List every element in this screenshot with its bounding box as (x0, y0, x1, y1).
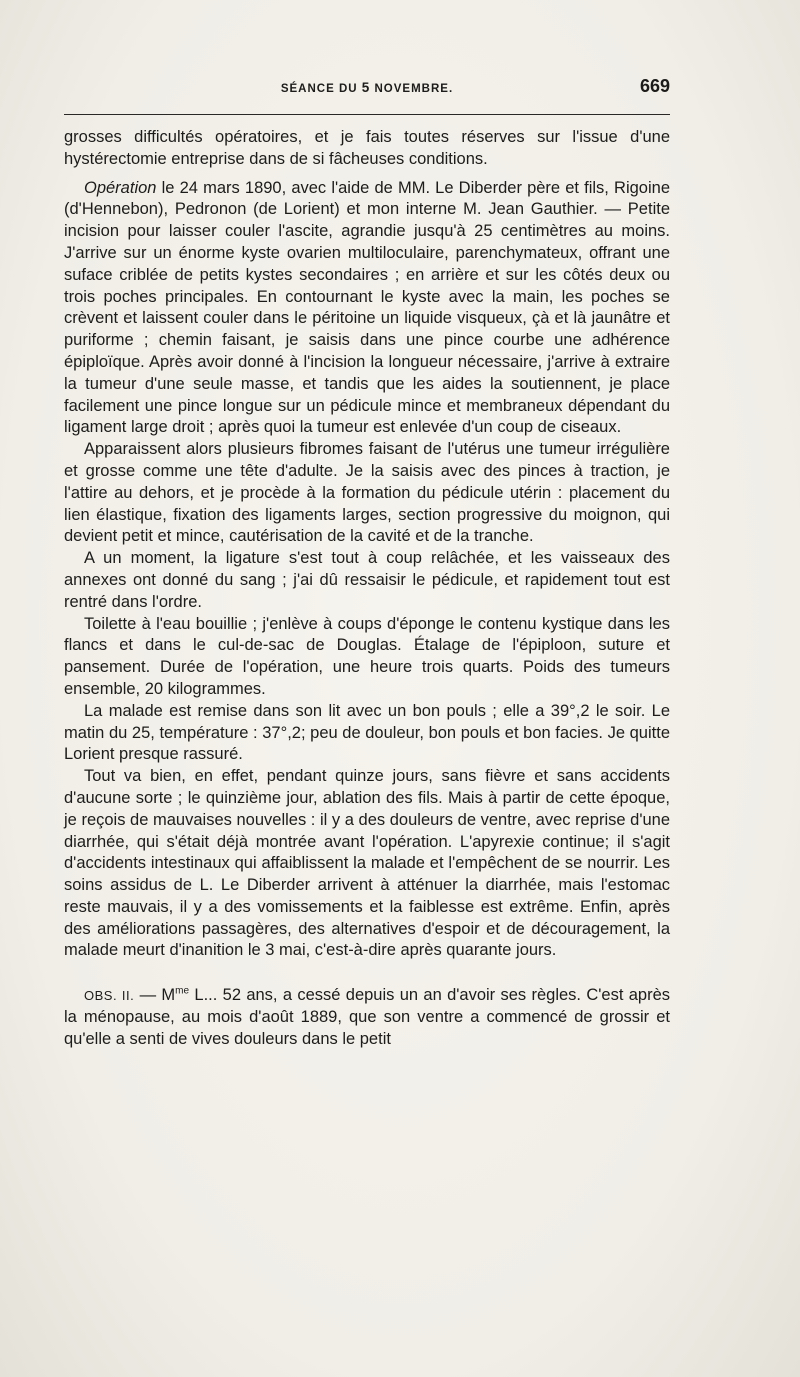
observation-label: OBS. II. (84, 988, 135, 1004)
paragraph-toilette: Toilette à l'eau bouillie ; j'enlève à coups d'éponge le contenu kystique dans les flancs et dans le cul-de-sac de Douglas. Étalage de l'épiploon, suture et pansement. Durée de l'opération, une heure trois quarts. Poids des tumeurs ensemble, 20 kilogrammes. (64, 614, 670, 698)
running-head-day: 5 (361, 80, 371, 95)
observation-dash: — M (134, 986, 176, 1005)
running-head-suffix: NOVEMBRE. (370, 83, 454, 95)
body-text (64, 127, 670, 1051)
operation-text: le 24 mars 1890, avec l'aide de MM. Le Diberder père et fils, Rigoine (d'Hennebon), Pedronon (de Lorient) et mon interne M. Jean Gauthier. — Petite incision pour laisser couler l'ascite, agrandie jusqu'à 25 centimètres au moins. J'arrive sur un énorme kyste ovarien multiloculaire, parenchymateux, offrant une suface criblée de petits kystes secondaires ; en arrière et sur les côtés deux ou trois poches principales. En contournant le kyste avec la main, les poches se crèvent et laissent couler dans le péritoine un liquide visqueux, çà et là jaunâtre et puriforme ; chemin faisant, je saisis dans une pince courbe une adhérence épiploïque. Après avoir donné à l'incision la longueur nécessaire, j'arrive à extraire la tumeur d'une seule masse, et tandis que les aides la soutiennent, je place facilement une pince longue sur un pédicule mince et membraneux dépendant du ligament large droit ; après quoi la tumeur est enlevée d'un coup de ciseaux. (64, 178, 670, 437)
paragraph-operation (64, 178, 670, 440)
header-rule (64, 114, 670, 115)
paragraph-observation-2 (64, 985, 670, 1050)
running-head (64, 80, 670, 95)
observation-text: L... 52 ans, a cessé depuis un an d'avoir ses règles. C'est après la ménopause, au mois d'août 1889, que son ventre a commencé de grossir et qu'elle a senti de vives douleurs dans le petit (64, 986, 671, 1048)
running-head-prefix: SÉANCE DU (280, 83, 362, 95)
paragraph-fibromes: Apparaissent alors plusieurs fibromes faisant de l'utérus une tumeur irrégulière et grosse comme une tête d'adulte. Je la saisis avec des pinces à traction, je l'attire au dehors, et je procède à la formation du pédicule utérin : placement du lien élastique, fixation des ligaments larges, section progressive du moignon, qui devient petit et mince, cautérisation de la cavité et de la tranche. (64, 440, 670, 546)
page-number: 669 (639, 76, 670, 96)
observation-superscript: me (175, 985, 190, 997)
paragraph-continuation: grosses difficultés opératoires, et je fais toutes réserves sur l'issue d'une hystérectomie entreprise dans de si fâcheuses conditions. (64, 128, 670, 168)
paragraph-suites: Tout va bien, en effet, pendant quinze jours, sans fièvre et sans accidents d'aucune sorte ; le quinzième jour, ablation des fils. Mais à partir de cette époque, je reçois de mauvaises nouvelles : il y a des douleurs de ventre, avec reprise d'une diarrhée, qui s'était déjà montrée avant l'opération. L'apyrexie continue; il s'agit d'accidents intestinaux qui affaiblissent la malade et l'empêchent de se nourrir. Les soins assidus de L. Le Diberder arrivent à atténuer la diarrhée, mais l'estomac reste mauvais, il y a des vomissements et la faiblesse est extrême. Enfin, après des améliorations passagères, des alternatives d'espoir et de découragement, la malade meurt d'inanition le 3 mai, c'est-à-dire après quarante jours. (64, 767, 670, 960)
page-header (64, 76, 670, 102)
paragraph-ligature: A un moment, la ligature s'est tout à coup relâchée, et les vaisseaux des annexes ont donné du sang ; j'ai dû ressaisir le pédicule, et rapidement tout est rentré dans l'ordre. (64, 549, 670, 611)
operation-lead: Opération (84, 178, 157, 197)
paragraph-malade: La malade est remise dans son lit avec un bon pouls ; elle a 39°,2 le soir. Le matin du 25, température : 37°,2; peu de douleur, bon pouls et bon facies. Je quitte Lorient presque rassuré. (64, 701, 670, 764)
